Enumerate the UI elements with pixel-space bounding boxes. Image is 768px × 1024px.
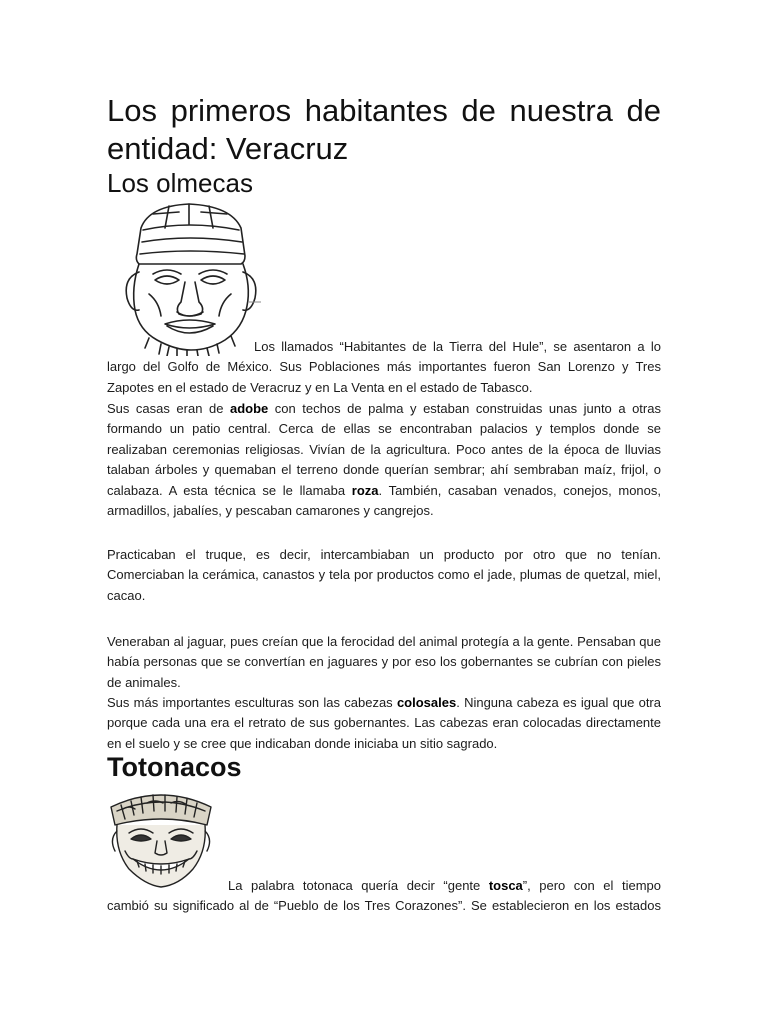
olmecas-paragraph-3: Practicaban el truque, es decir, intercambiaban un producto por otro que no tenían. Comerciaban la cerámica, canastos y tela por productos como el jade, plumas de quetzal, miel, cacao. <box>107 547 661 603</box>
olmecas-paragraph-5: Sus más importantes esculturas son las cabezas colosales. Ninguna cabeza es igual que otra porque cada una era el retrato de sus gobernantes. Las cabezas eran colocadas directamente en el suelo y se cree que indicaban donde iniciaba un sitio sagrado. <box>107 695 661 751</box>
olmecas-paragraph-4: Veneraban al jaguar, pues creían que la ferocidad del animal protegía a la gente. Pensaban que había personas que se convertían en jaguares y por eso los gobernantes se cubrían con pieles de animales. <box>107 634 661 690</box>
olmecas-paragraph-2: Sus casas eran de adobe con techos de palma y estaban construidas unas junto a otras formando un patio central. Cerca de ellas se encontraban palacios y templos donde se realizaban ceremonias religiosas. Vivían de la agricultura. Poco antes de la época de lluvias talaban árboles y quemaban el terreno donde querían sembrar; ahí sembraban maíz, frijol, o calabaza. A esta técnica se le llamaba roza. También, casaban venados, conejos, monos, armadillos, jabalíes, y pescaban camarones y cangrejos. <box>107 401 661 519</box>
page-title: Los primeros habitantes de nuestra de entidad: Veracruz <box>107 93 661 166</box>
totonacos-paragraph-1: La palabra totonaca quería decir “gente tosca”, pero con el tiempo cambió su significado al de “Pueblo de los Tres Corazones”. Se establecieron en los estados <box>107 878 661 914</box>
section-heading-olmecas: Los olmecas <box>107 168 253 198</box>
olmec-head-illustration <box>109 198 267 356</box>
section-heading-totonacos: Totonacos <box>107 752 242 782</box>
olmecas-paragraph-1: Los llamados “Habitantes de la Tierra del Hule”, se asentaron a lo largo del Golfo de México. Sus Poblaciones más importantes fueron San Lorenzo y Tres Zapotes en el estado de Veracruz y en La Venta en el estado de Tabasco. <box>107 339 661 395</box>
